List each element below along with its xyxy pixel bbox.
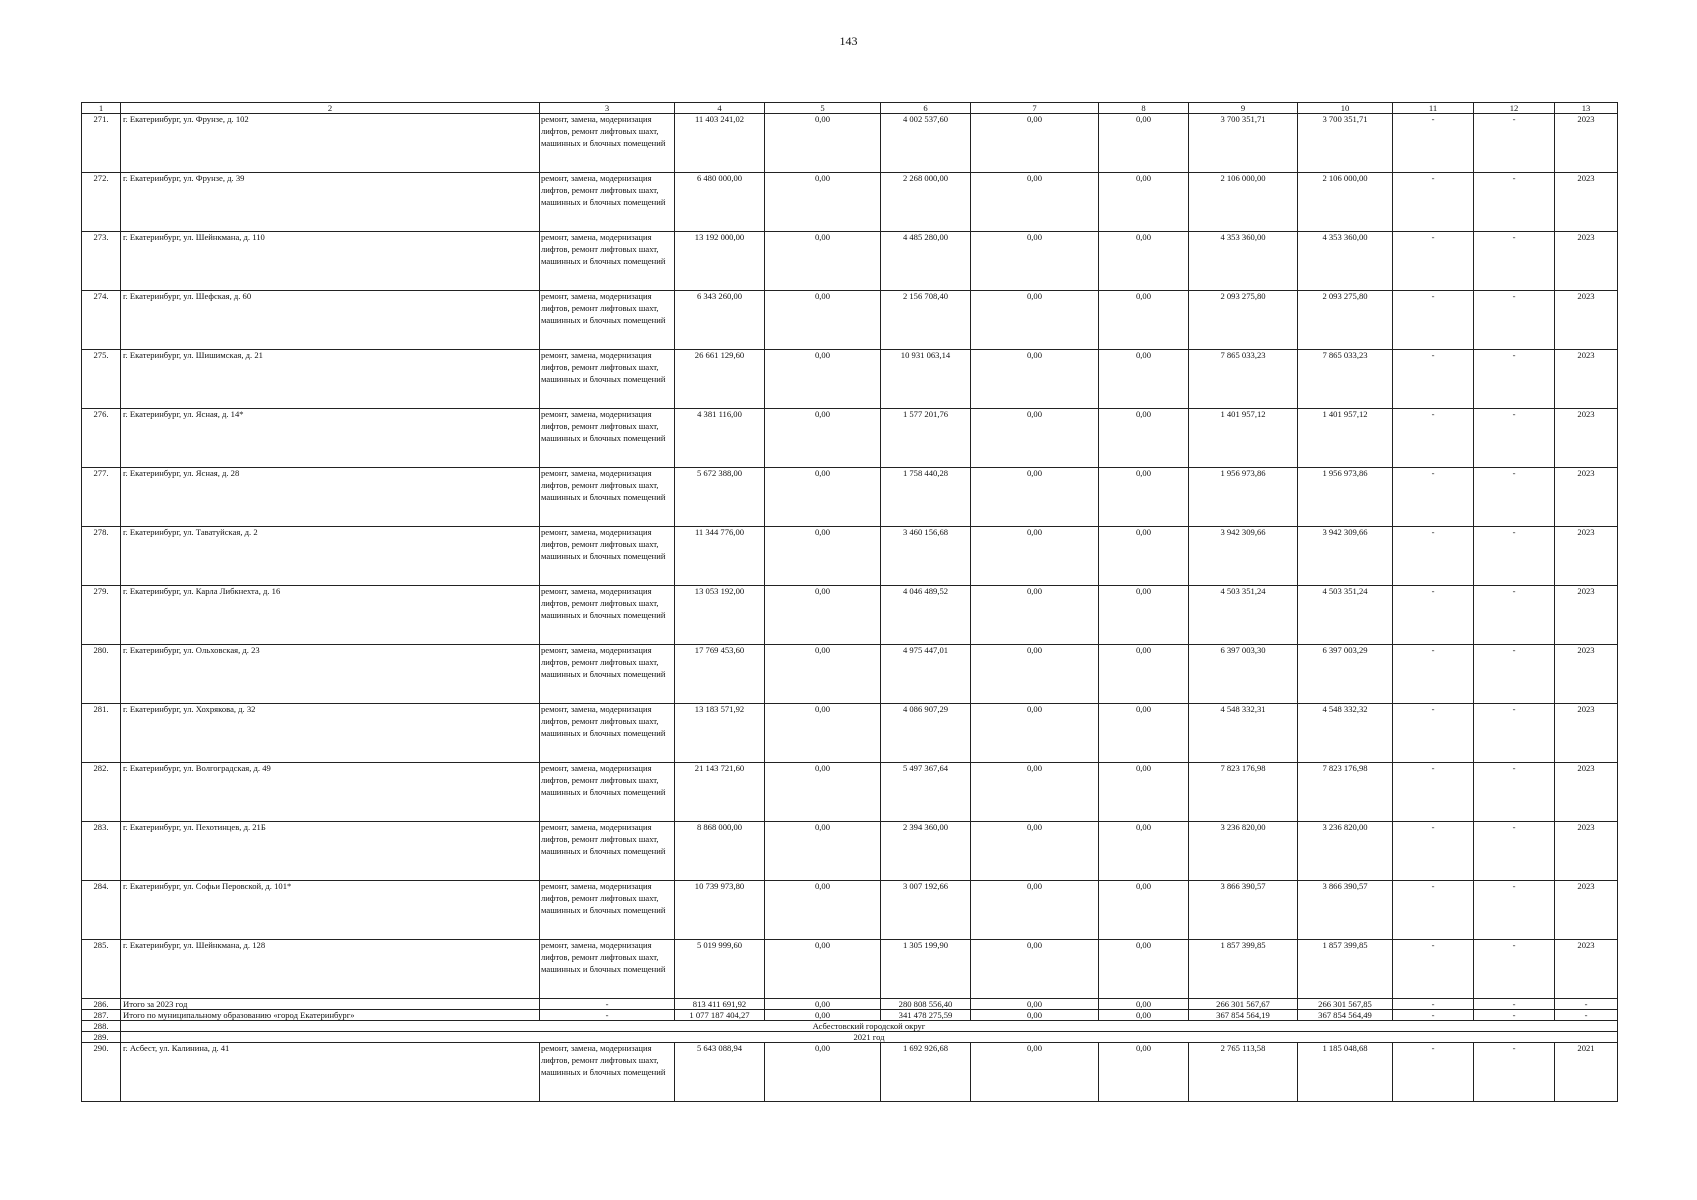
value-c6: 341 478 275,59 <box>881 1010 971 1021</box>
value-c6: 1 577 201,76 <box>881 409 971 468</box>
value-c9: 6 397 003,30 <box>1189 645 1298 704</box>
value-c13: 2023 <box>1555 114 1618 173</box>
value-c7: 0,00 <box>971 999 1099 1010</box>
total-label: Итого за 2023 год <box>121 999 540 1010</box>
value-c6: 2 268 000,00 <box>881 173 971 232</box>
address: г. Екатеринбург, ул. Шефская, д. 60 <box>121 291 540 350</box>
column-number: 4 <box>675 103 765 114</box>
value-c6: 280 808 556,40 <box>881 999 971 1010</box>
table-row <box>82 527 1618 586</box>
value-c12: - <box>1474 940 1555 999</box>
value-c5: 0,00 <box>765 704 881 763</box>
address: г. Екатеринбург, ул. Ольховская, д. 23 <box>121 645 540 704</box>
value-c4: 4 381 116,00 <box>675 409 765 468</box>
value-c10: 1 401 957,12 <box>1298 409 1393 468</box>
table-row <box>82 822 1618 881</box>
value-c8: 0,00 <box>1099 645 1189 704</box>
row-number: 284. <box>82 881 121 940</box>
value-c9: 3 700 351,71 <box>1189 114 1298 173</box>
value-c8: 0,00 <box>1099 409 1189 468</box>
value-c3: - <box>540 1010 675 1021</box>
value-c10: 3 866 390,57 <box>1298 881 1393 940</box>
value-c11: - <box>1393 409 1474 468</box>
value-c9: 1 401 957,12 <box>1189 409 1298 468</box>
value-c9: 2 093 275,80 <box>1189 291 1298 350</box>
value-c11: - <box>1393 114 1474 173</box>
value-c12: - <box>1474 291 1555 350</box>
value-c4: 10 739 973,80 <box>675 881 765 940</box>
row-number: 274. <box>82 291 121 350</box>
value-c6: 1 758 440,28 <box>881 468 971 527</box>
value-c7: 0,00 <box>971 291 1099 350</box>
table-row <box>82 173 1618 232</box>
value-c10: 1 185 048,68 <box>1298 1043 1393 1102</box>
value-c9: 3 942 309,66 <box>1189 527 1298 586</box>
value-c6: 2 156 708,40 <box>881 291 971 350</box>
value-c11: - <box>1393 645 1474 704</box>
value-c13: 2023 <box>1555 940 1618 999</box>
column-number: 8 <box>1099 103 1189 114</box>
value-c8: 0,00 <box>1099 822 1189 881</box>
value-c4: 11 344 776,00 <box>675 527 765 586</box>
row-number: 278. <box>82 527 121 586</box>
work-type: ремонт, замена, модернизация лифтов, ремонт лифтовых шахт, машинных и блочных помещений <box>540 881 675 940</box>
value-c5: 0,00 <box>765 114 881 173</box>
value-c9: 2 106 000,00 <box>1189 173 1298 232</box>
value-c13: 2023 <box>1555 645 1618 704</box>
row-number: 281. <box>82 704 121 763</box>
table-row <box>82 763 1618 822</box>
total-row-municipal <box>82 1010 1618 1021</box>
value-c9: 3 866 390,57 <box>1189 881 1298 940</box>
value-c11: - <box>1393 173 1474 232</box>
value-c6: 3 007 192,66 <box>881 881 971 940</box>
value-c7: 0,00 <box>971 409 1099 468</box>
value-c4: 11 403 241,02 <box>675 114 765 173</box>
value-c11: - <box>1393 1010 1474 1021</box>
address: г. Екатеринбург, ул. Хохрякова, д. 32 <box>121 704 540 763</box>
column-number: 1 <box>82 103 121 114</box>
work-type: ремонт, замена, модернизация лифтов, ремонт лифтовых шахт, машинных и блочных помещений <box>540 586 675 645</box>
table-row <box>82 291 1618 350</box>
value-c8: 0,00 <box>1099 763 1189 822</box>
value-c5: 0,00 <box>765 468 881 527</box>
table-row <box>82 940 1618 999</box>
value-c7: 0,00 <box>971 940 1099 999</box>
address: г. Екатеринбург, ул. Карла Либкнехта, д. 16 <box>121 586 540 645</box>
table-row <box>82 468 1618 527</box>
value-c11: - <box>1393 822 1474 881</box>
value-c10: 2 093 275,80 <box>1298 291 1393 350</box>
value-c8: 0,00 <box>1099 881 1189 940</box>
value-c6: 1 692 926,68 <box>881 1043 971 1102</box>
value-c5: 0,00 <box>765 232 881 291</box>
address: г. Екатеринбург, ул. Ясная, д. 28 <box>121 468 540 527</box>
row-number: 288. <box>82 1021 121 1032</box>
column-number-row <box>82 103 1618 114</box>
column-number: 3 <box>540 103 675 114</box>
value-c9: 266 301 567,67 <box>1189 999 1298 1010</box>
value-c12: - <box>1474 527 1555 586</box>
row-number: 275. <box>82 350 121 409</box>
row-number: 280. <box>82 645 121 704</box>
column-number: 13 <box>1555 103 1618 114</box>
value-c4: 813 411 691,92 <box>675 999 765 1010</box>
work-type: ремонт, замена, модернизация лифтов, ремонт лифтовых шахт, машинных и блочных помещений <box>540 173 675 232</box>
work-type: ремонт, замена, модернизация лифтов, ремонт лифтовых шахт, машинных и блочных помещений <box>540 114 675 173</box>
value-c13: - <box>1555 999 1618 1010</box>
value-c11: - <box>1393 1043 1474 1102</box>
value-c11: - <box>1393 763 1474 822</box>
value-c10: 2 106 000,00 <box>1298 173 1393 232</box>
column-number: 11 <box>1393 103 1474 114</box>
column-number: 10 <box>1298 103 1393 114</box>
value-c5: 0,00 <box>765 291 881 350</box>
value-c8: 0,00 <box>1099 350 1189 409</box>
value-c8: 0,00 <box>1099 173 1189 232</box>
value-c6: 5 497 367,64 <box>881 763 971 822</box>
value-c8: 0,00 <box>1099 1043 1189 1102</box>
value-c12: - <box>1474 350 1555 409</box>
value-c10: 1 956 973,86 <box>1298 468 1393 527</box>
row-number: 276. <box>82 409 121 468</box>
value-c10: 266 301 567,85 <box>1298 999 1393 1010</box>
total-label: Итого по муниципальному образованию «город Екатеринбург» <box>121 1010 540 1021</box>
value-c6: 4 086 907,29 <box>881 704 971 763</box>
value-c4: 5 643 088,94 <box>675 1043 765 1102</box>
value-c13: 2023 <box>1555 291 1618 350</box>
value-c13: 2023 <box>1555 881 1618 940</box>
value-c7: 0,00 <box>971 881 1099 940</box>
value-c5: 0,00 <box>765 822 881 881</box>
address: г. Екатеринбург, ул. Шейнкмана, д. 110 <box>121 232 540 291</box>
table-row <box>82 881 1618 940</box>
value-c7: 0,00 <box>971 704 1099 763</box>
address: г. Екатеринбург, ул. Ясная, д. 14* <box>121 409 540 468</box>
value-c10: 7 823 176,98 <box>1298 763 1393 822</box>
value-c9: 7 823 176,98 <box>1189 763 1298 822</box>
address: г. Екатеринбург, ул. Шишимская, д. 21 <box>121 350 540 409</box>
value-c5: 0,00 <box>765 527 881 586</box>
value-c11: - <box>1393 704 1474 763</box>
value-c12: - <box>1474 232 1555 291</box>
work-type: ремонт, замена, модернизация лифтов, ремонт лифтовых шахт, машинных и блочных помещений <box>540 468 675 527</box>
column-number: 6 <box>881 103 971 114</box>
value-c11: - <box>1393 232 1474 291</box>
address: г. Екатеринбург, ул. Пехотинцев, д. 21Б <box>121 822 540 881</box>
column-number: 7 <box>971 103 1099 114</box>
value-c8: 0,00 <box>1099 468 1189 527</box>
value-c9: 4 353 360,00 <box>1189 232 1298 291</box>
value-c12: - <box>1474 999 1555 1010</box>
row-number: 285. <box>82 940 121 999</box>
value-c12: - <box>1474 114 1555 173</box>
value-c8: 0,00 <box>1099 291 1189 350</box>
value-c12: - <box>1474 645 1555 704</box>
work-type: ремонт, замена, модернизация лифтов, ремонт лифтовых шахт, машинных и блочных помещений <box>540 350 675 409</box>
value-c8: 0,00 <box>1099 527 1189 586</box>
value-c12: - <box>1474 763 1555 822</box>
work-type: ремонт, замена, модернизация лифтов, ремонт лифтовых шахт, машинных и блочных помещений <box>540 940 675 999</box>
value-c8: 0,00 <box>1099 114 1189 173</box>
value-c11: - <box>1393 940 1474 999</box>
value-c9: 367 854 564,19 <box>1189 1010 1298 1021</box>
table-row <box>82 645 1618 704</box>
value-c7: 0,00 <box>971 350 1099 409</box>
table-row <box>82 114 1618 173</box>
work-type: ремонт, замена, модернизация лифтов, ремонт лифтовых шахт, машинных и блочных помещений <box>540 232 675 291</box>
value-c7: 0,00 <box>971 1043 1099 1102</box>
value-c13: 2023 <box>1555 468 1618 527</box>
section-district-row <box>82 1021 1618 1032</box>
value-c6: 4 046 489,52 <box>881 586 971 645</box>
value-c9: 4 548 332,31 <box>1189 704 1298 763</box>
value-c8: 0,00 <box>1099 232 1189 291</box>
value-c10: 1 857 399,85 <box>1298 940 1393 999</box>
address: г. Екатеринбург, ул. Фрунзе, д. 102 <box>121 114 540 173</box>
row-number: 290. <box>82 1043 121 1102</box>
value-c10: 3 942 309,66 <box>1298 527 1393 586</box>
address: г. Екатеринбург, ул. Софьи Перовской, д. 101* <box>121 881 540 940</box>
table-row <box>82 350 1618 409</box>
row-number: 283. <box>82 822 121 881</box>
row-number: 279. <box>82 586 121 645</box>
value-c7: 0,00 <box>971 1010 1099 1021</box>
value-c4: 13 183 571,92 <box>675 704 765 763</box>
value-c12: - <box>1474 1043 1555 1102</box>
value-c4: 6 343 260,00 <box>675 291 765 350</box>
value-c10: 3 236 820,00 <box>1298 822 1393 881</box>
value-c11: - <box>1393 881 1474 940</box>
value-c9: 2 765 113,58 <box>1189 1043 1298 1102</box>
value-c13: 2023 <box>1555 232 1618 291</box>
value-c8: 0,00 <box>1099 586 1189 645</box>
value-c7: 0,00 <box>971 232 1099 291</box>
row-number: 282. <box>82 763 121 822</box>
row-number: 273. <box>82 232 121 291</box>
value-c11: - <box>1393 468 1474 527</box>
table-row <box>82 586 1618 645</box>
row-number: 289. <box>82 1032 121 1043</box>
value-c4: 17 769 453,60 <box>675 645 765 704</box>
value-c5: 0,00 <box>765 1010 881 1021</box>
value-c5: 0,00 <box>765 586 881 645</box>
value-c12: - <box>1474 409 1555 468</box>
value-c13: 2023 <box>1555 409 1618 468</box>
page-number: 143 <box>839 34 858 48</box>
value-c12: - <box>1474 822 1555 881</box>
value-c7: 0,00 <box>971 114 1099 173</box>
value-c6: 10 931 063,14 <box>881 350 971 409</box>
table-row <box>82 232 1618 291</box>
address: г. Екатеринбург, ул. Шейнкмана, д. 128 <box>121 940 540 999</box>
value-c7: 0,00 <box>971 468 1099 527</box>
section-label: 2021 год <box>121 1032 1618 1043</box>
value-c8: 0,00 <box>1099 999 1189 1010</box>
work-type: ремонт, замена, модернизация лифтов, ремонт лифтовых шахт, машинных и блочных помещений <box>540 527 675 586</box>
value-c7: 0,00 <box>971 822 1099 881</box>
value-c5: 0,00 <box>765 645 881 704</box>
value-c4: 1 077 187 404,27 <box>675 1010 765 1021</box>
value-c6: 3 460 156,68 <box>881 527 971 586</box>
value-c10: 4 503 351,24 <box>1298 586 1393 645</box>
value-c7: 0,00 <box>971 763 1099 822</box>
table-row <box>82 1043 1618 1102</box>
row-number: 287. <box>82 1010 121 1021</box>
value-c4: 13 053 192,00 <box>675 586 765 645</box>
value-c5: 0,00 <box>765 1043 881 1102</box>
value-c11: - <box>1393 999 1474 1010</box>
value-c7: 0,00 <box>971 173 1099 232</box>
value-c5: 0,00 <box>765 350 881 409</box>
value-c13: 2023 <box>1555 527 1618 586</box>
total-row-2023 <box>82 999 1618 1010</box>
value-c13: 2023 <box>1555 173 1618 232</box>
value-c6: 4 975 447,01 <box>881 645 971 704</box>
value-c10: 4 548 332,32 <box>1298 704 1393 763</box>
value-c13: 2023 <box>1555 350 1618 409</box>
value-c9: 4 503 351,24 <box>1189 586 1298 645</box>
column-number: 5 <box>765 103 881 114</box>
value-c4: 13 192 000,00 <box>675 232 765 291</box>
section-label: Асбестовский городской округ <box>121 1021 1618 1032</box>
value-c12: - <box>1474 586 1555 645</box>
work-type: ремонт, замена, модернизация лифтов, ремонт лифтовых шахт, машинных и блочных помещений <box>540 704 675 763</box>
value-c6: 1 305 199,90 <box>881 940 971 999</box>
value-c13: 2021 <box>1555 1043 1618 1102</box>
value-c10: 6 397 003,29 <box>1298 645 1393 704</box>
section-year-row <box>82 1032 1618 1043</box>
value-c12: - <box>1474 1010 1555 1021</box>
column-number: 12 <box>1474 103 1555 114</box>
value-c6: 4 485 280,00 <box>881 232 971 291</box>
work-type: ремонт, замена, модернизация лифтов, ремонт лифтовых шахт, машинных и блочных помещений <box>540 409 675 468</box>
value-c11: - <box>1393 527 1474 586</box>
value-c3: - <box>540 999 675 1010</box>
value-c5: 0,00 <box>765 409 881 468</box>
value-c4: 26 661 129,60 <box>675 350 765 409</box>
value-c5: 0,00 <box>765 881 881 940</box>
value-c10: 4 353 360,00 <box>1298 232 1393 291</box>
value-c13: - <box>1555 1010 1618 1021</box>
value-c10: 367 854 564,49 <box>1298 1010 1393 1021</box>
value-c11: - <box>1393 291 1474 350</box>
work-type: ремонт, замена, модернизация лифтов, ремонт лифтовых шахт, машинных и блочных помещений <box>540 822 675 881</box>
address: г. Екатеринбург, ул. Фрунзе, д. 39 <box>121 173 540 232</box>
value-c8: 0,00 <box>1099 940 1189 999</box>
value-c7: 0,00 <box>971 645 1099 704</box>
value-c12: - <box>1474 704 1555 763</box>
value-c10: 7 865 033,23 <box>1298 350 1393 409</box>
capital-repair-table <box>81 102 1618 1102</box>
value-c13: 2023 <box>1555 586 1618 645</box>
value-c5: 0,00 <box>765 999 881 1010</box>
work-type: ремонт, замена, модернизация лифтов, ремонт лифтовых шахт, машинных и блочных помещений <box>540 1043 675 1102</box>
value-c4: 5 672 388,00 <box>675 468 765 527</box>
value-c9: 3 236 820,00 <box>1189 822 1298 881</box>
value-c7: 0,00 <box>971 586 1099 645</box>
value-c9: 1 956 973,86 <box>1189 468 1298 527</box>
value-c7: 0,00 <box>971 527 1099 586</box>
value-c4: 5 019 999,60 <box>675 940 765 999</box>
value-c5: 0,00 <box>765 940 881 999</box>
value-c4: 21 143 721,60 <box>675 763 765 822</box>
row-number: 286. <box>82 999 121 1010</box>
value-c5: 0,00 <box>765 173 881 232</box>
work-type: ремонт, замена, модернизация лифтов, ремонт лифтовых шахт, машинных и блочных помещений <box>540 291 675 350</box>
table-row <box>82 409 1618 468</box>
column-number: 9 <box>1189 103 1298 114</box>
value-c9: 7 865 033,23 <box>1189 350 1298 409</box>
value-c13: 2023 <box>1555 822 1618 881</box>
address: г. Екатеринбург, ул. Волгоградская, д. 49 <box>121 763 540 822</box>
value-c4: 8 868 000,00 <box>675 822 765 881</box>
value-c5: 0,00 <box>765 763 881 822</box>
work-type: ремонт, замена, модернизация лифтов, ремонт лифтовых шахт, машинных и блочных помещений <box>540 763 675 822</box>
row-number: 277. <box>82 468 121 527</box>
address: г. Асбест, ул. Калинина, д. 41 <box>121 1043 540 1102</box>
row-number: 271. <box>82 114 121 173</box>
table-row <box>82 704 1618 763</box>
value-c12: - <box>1474 173 1555 232</box>
value-c11: - <box>1393 586 1474 645</box>
value-c8: 0,00 <box>1099 1010 1189 1021</box>
value-c6: 4 002 537,60 <box>881 114 971 173</box>
column-number: 2 <box>121 103 540 114</box>
value-c12: - <box>1474 881 1555 940</box>
value-c12: - <box>1474 468 1555 527</box>
value-c9: 1 857 399,85 <box>1189 940 1298 999</box>
value-c4: 6 480 000,00 <box>675 173 765 232</box>
work-type: ремонт, замена, модернизация лифтов, ремонт лифтовых шахт, машинных и блочных помещений <box>540 645 675 704</box>
row-number: 272. <box>82 173 121 232</box>
value-c10: 3 700 351,71 <box>1298 114 1393 173</box>
value-c13: 2023 <box>1555 763 1618 822</box>
value-c13: 2023 <box>1555 704 1618 763</box>
value-c6: 2 394 360,00 <box>881 822 971 881</box>
address: г. Екатеринбург, ул. Таватуйская, д. 2 <box>121 527 540 586</box>
value-c11: - <box>1393 350 1474 409</box>
value-c8: 0,00 <box>1099 704 1189 763</box>
